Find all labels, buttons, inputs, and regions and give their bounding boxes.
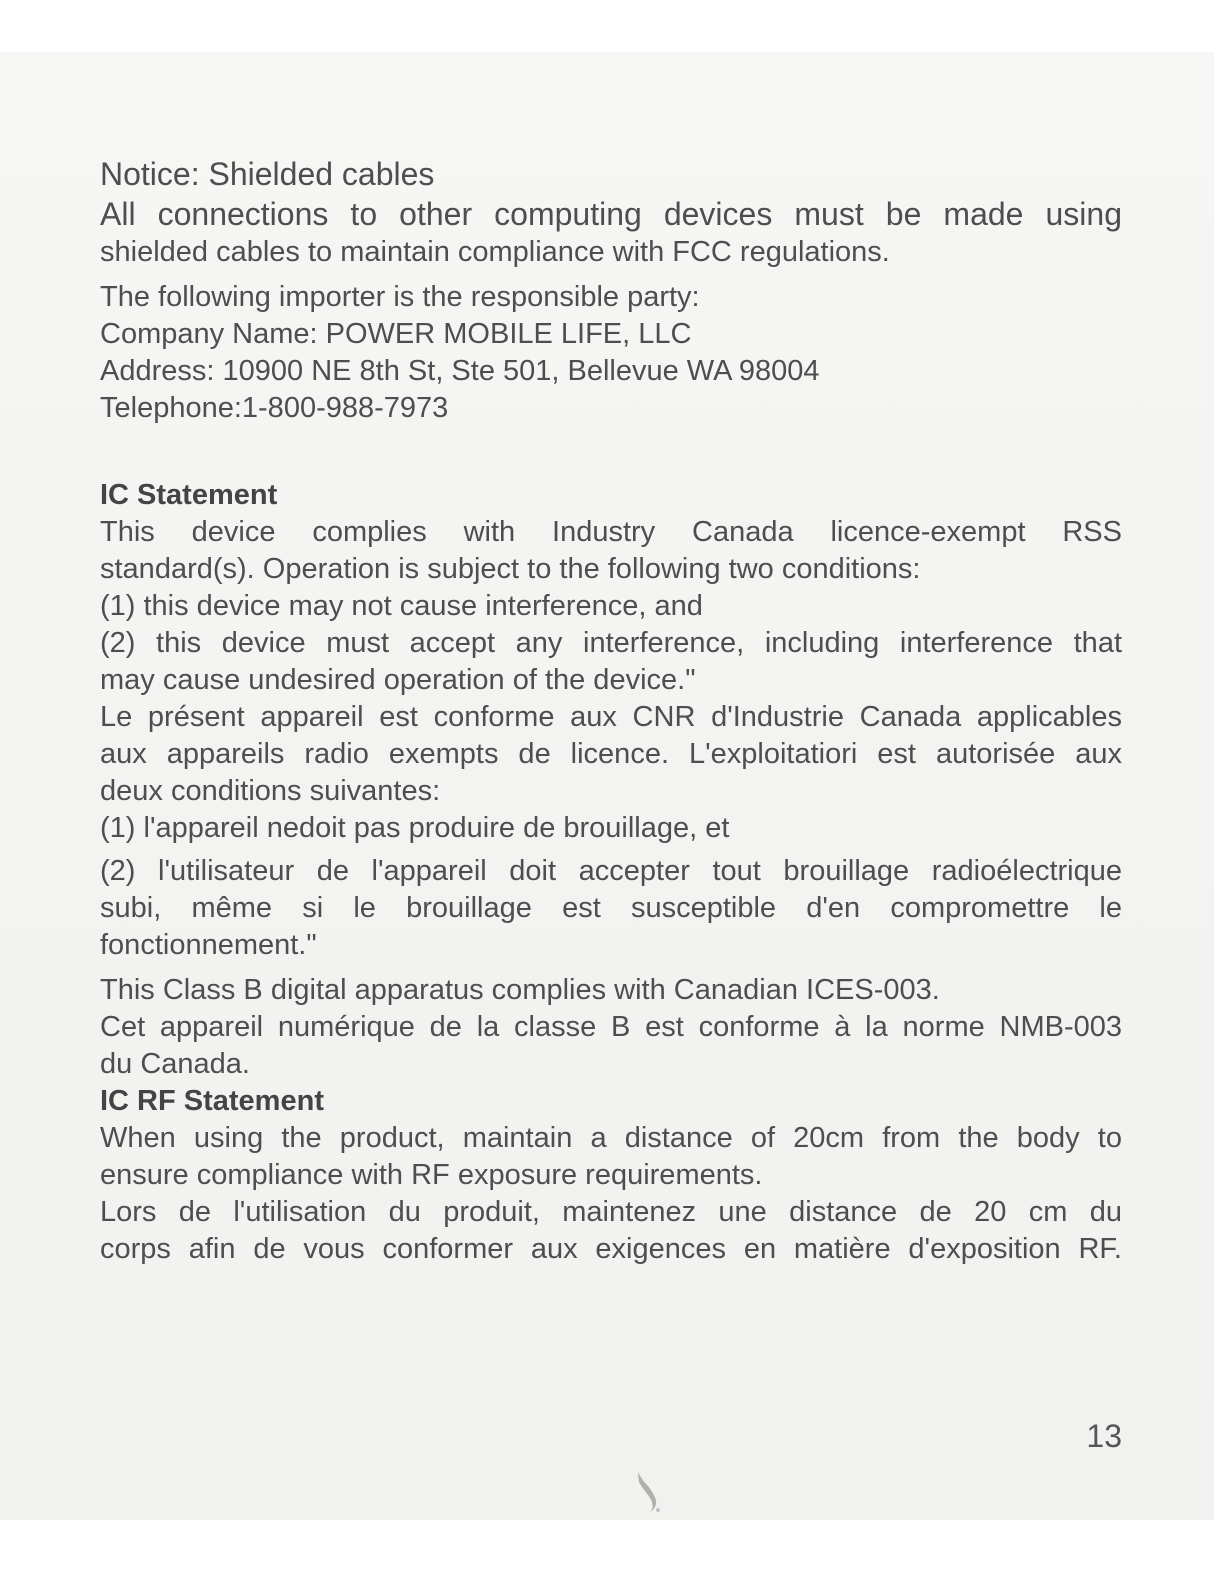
ic-line: aux appareils radio exempts de licence. L'exploitatiori est autorisée aux bbox=[100, 738, 1122, 770]
ic-line: may cause undesired operation of the device." bbox=[100, 664, 696, 696]
ic-rf-line: When using the product, maintain a distance of 20cm from the body to bbox=[100, 1122, 1122, 1154]
ic-rf-line: ensure compliance with RF exposure requirements. bbox=[100, 1159, 763, 1191]
company-name: Company Name: POWER MOBILE LIFE, LLC bbox=[100, 318, 692, 350]
ic-line: fonctionnement." bbox=[100, 929, 317, 961]
shielded-cables-notice bbox=[100, 154, 1122, 427]
ic-rf-line: corps afin de vous conformer aux exigences en matière d'exposition RF. bbox=[100, 1233, 1122, 1265]
ic-line: du Canada. bbox=[100, 1048, 250, 1080]
ic-rf-statement-section bbox=[100, 1083, 1122, 1268]
ic-rf-statement-heading: IC RF Statement bbox=[100, 1085, 324, 1117]
document-body bbox=[100, 150, 1122, 1268]
ic-statement-heading: IC Statement bbox=[100, 479, 278, 511]
ic-line: (1) this device may not cause interference, and bbox=[100, 590, 703, 622]
notice-line-1: All connections to other computing devices must be made using bbox=[100, 196, 1122, 232]
scan-speck-mark bbox=[632, 1470, 668, 1516]
ic-rf-line: Lors de l'utilisation du produit, maintenez une distance de 20 cm du bbox=[100, 1196, 1122, 1228]
ic-line: (1) l'appareil nedoit pas produire de brouillage, et bbox=[100, 812, 730, 844]
importer-line: The following importer is the responsible party: bbox=[100, 281, 700, 313]
telephone: Telephone:1-800-988-7973 bbox=[100, 392, 449, 424]
ic-line: This device complies with Industry Canada licence-exempt RSS bbox=[100, 516, 1122, 548]
address: Address: 10900 NE 8th St, Ste 501, Bellevue WA 98004 bbox=[100, 355, 820, 387]
ic-line: (2) l'utilisateur de l'appareil doit accepter tout brouillage radioélectrique bbox=[100, 855, 1122, 887]
ic-statement-section bbox=[100, 477, 1122, 1083]
notice-title: Notice: Shielded cables bbox=[100, 156, 435, 192]
ic-line: Cet appareil numérique de la classe B est conforme à la norme NMB-003 bbox=[100, 1011, 1122, 1043]
ic-line: standard(s). Operation is subject to the following two conditions: bbox=[100, 553, 921, 585]
ic-line: This Class B digital apparatus complies with Canadian ICES-003. bbox=[100, 974, 940, 1006]
notice-line-2: shielded cables to maintain compliance with FCC regulations. bbox=[100, 236, 890, 268]
ic-line: deux conditions suivantes: bbox=[100, 775, 441, 807]
page-number: 13 bbox=[1086, 1418, 1122, 1454]
ic-line: (2) this device must accept any interference, including interference that bbox=[100, 627, 1122, 659]
ic-line: Le présent appareil est conforme aux CNR d'Industrie Canada applicables bbox=[100, 701, 1122, 733]
ic-line: subi, même si le brouillage est susceptible d'en compromettre le bbox=[100, 892, 1122, 924]
